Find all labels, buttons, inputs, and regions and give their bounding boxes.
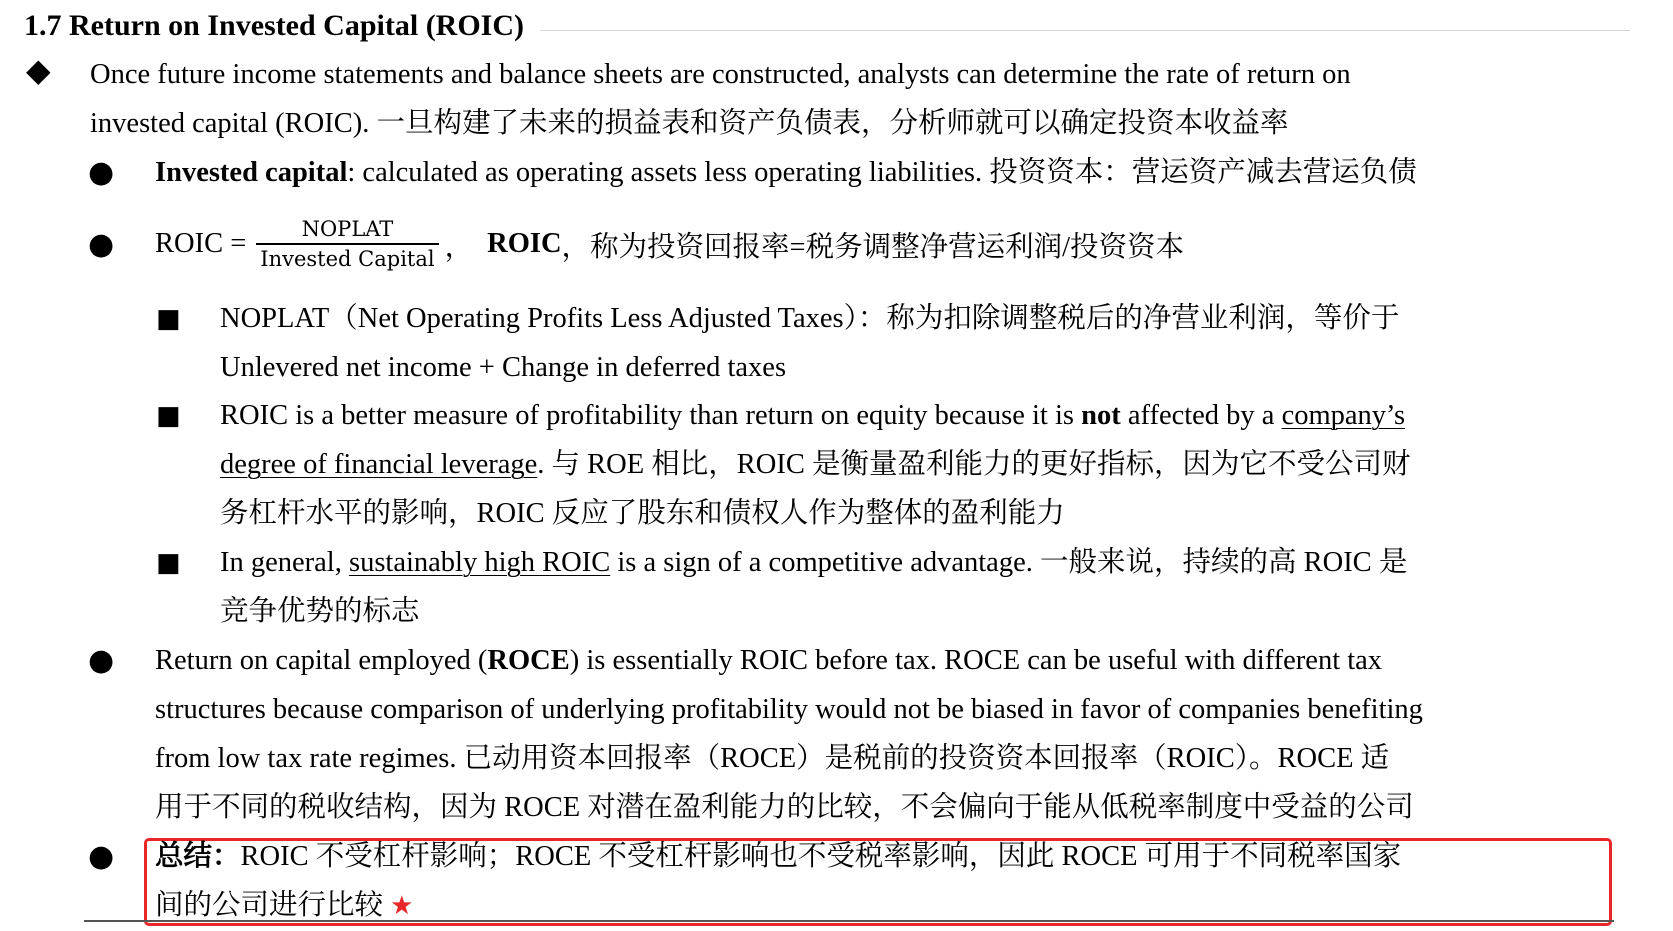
circle-bullet-icon: ● bbox=[88, 839, 115, 874]
general-text-b: is a sign of a competitive advantage. 一般来说，持续的高 ROIC 是 bbox=[610, 547, 1408, 578]
top-divider bbox=[540, 30, 1630, 31]
star-icon: ★ bbox=[390, 891, 414, 921]
diamond-bullet-icon: ◆ bbox=[26, 51, 51, 89]
formula-lhs: ROIC = bbox=[155, 228, 247, 259]
intro-paragraph bbox=[90, 50, 1351, 148]
circle-bullet-icon: ● bbox=[88, 643, 115, 678]
bottom-divider bbox=[84, 920, 1614, 922]
formula-separator: ， bbox=[444, 231, 474, 263]
roce-line-3: from low tax rate regimes. 已动用资本回报率（ROCE）是税前的投资资本回报率（ROIC）。ROCE 适 bbox=[155, 743, 1390, 774]
circle-bullet-icon: ● bbox=[88, 155, 115, 190]
noplat-item bbox=[220, 294, 1399, 392]
general-text-a: In general, bbox=[220, 547, 349, 578]
roic-formula bbox=[155, 212, 1184, 276]
general-item bbox=[220, 538, 1407, 636]
roic-better-text-a: ROIC is a better measure of profitability than return on equity because it is bbox=[220, 400, 1082, 431]
roce-line-4: 用于不同的税收结构，因为 ROCE 对潜在盈利能力的比较，不会偏向于能从低税率制度中受益的公司 bbox=[155, 792, 1414, 823]
intro-line-2: invested capital (ROIC). 一旦构建了未来的损益表和资产负债表，分析师就可以确定投资本收益率 bbox=[90, 108, 1289, 139]
noplat-line-2: Unlevered net income + Change in deferred taxes bbox=[220, 352, 787, 383]
roce-item bbox=[155, 636, 1423, 832]
roce-text-b: ) is essentially ROIC before tax. ROCE can be useful with different tax bbox=[569, 645, 1383, 676]
invested-capital-definition: : calculated as operating assets less operating liabilities. 投资资本：营运资产减去营运负债 bbox=[347, 157, 1417, 188]
roce-line-2: structures because comparison of underlying profitability would not be biased in favor of companies benefiting bbox=[155, 694, 1423, 725]
roic-better-underline-1: company’s bbox=[1281, 400, 1406, 431]
roce-bold: ROCE bbox=[487, 645, 570, 676]
formula-numerator: NOPLAT bbox=[301, 217, 394, 241]
circle-bullet-icon: ● bbox=[88, 227, 115, 262]
summary-label: 总结： bbox=[155, 841, 241, 872]
formula-fraction bbox=[256, 215, 438, 273]
invested-capital-item bbox=[155, 148, 1417, 197]
roic-better-text-b: affected by a bbox=[1120, 400, 1282, 431]
formula-bold-term: ROIC bbox=[487, 228, 562, 259]
formula-denominator: Invested Capital bbox=[256, 243, 438, 273]
roic-better-line-3: 务杠杆水平的影响，ROIC 反应了股东和债权人作为整体的盈利能力 bbox=[220, 498, 1065, 529]
invested-capital-term: Invested capital bbox=[155, 157, 348, 188]
roic-better-underline-2: degree of financial leverage bbox=[220, 449, 538, 480]
roic-better-item bbox=[220, 391, 1410, 538]
square-bullet-icon: ■ bbox=[156, 304, 181, 334]
roic-better-text-c: . 与 ROE 相比，ROIC 是衡量盈利能力的更好指标，因为它不受公司财 bbox=[537, 449, 1411, 480]
summary-item bbox=[155, 832, 1401, 930]
section-heading: 1.7 Return on Invested Capital (ROIC) bbox=[24, 9, 525, 42]
formula-description: ，称为投资回报率=税务调整净营运利润/投资资本 bbox=[561, 231, 1185, 263]
square-bullet-icon: ■ bbox=[156, 401, 181, 431]
summary-line-1: ROIC 不受杠杆影响；ROCE 不受杠杆影响也不受税率影响，因此 ROCE 可用于不同税率国家 bbox=[240, 841, 1402, 872]
roce-text-a: Return on capital employed ( bbox=[155, 645, 488, 676]
square-bullet-icon: ■ bbox=[156, 548, 181, 578]
noplat-line-1: NOPLAT（Net Operating Profits Less Adjusted Taxes）：称为扣除调整税后的净营业利润，等价于 bbox=[220, 303, 1400, 334]
intro-line-1: Once future income statements and balance sheets are constructed, analysts can determine the rate of return on bbox=[90, 59, 1351, 90]
summary-line-2: 间的公司进行比较 bbox=[155, 890, 391, 921]
general-underline: sustainably high ROIC bbox=[348, 547, 611, 578]
roic-better-bold: not bbox=[1081, 400, 1121, 431]
general-line-2: 竞争优势的标志 bbox=[220, 596, 420, 627]
